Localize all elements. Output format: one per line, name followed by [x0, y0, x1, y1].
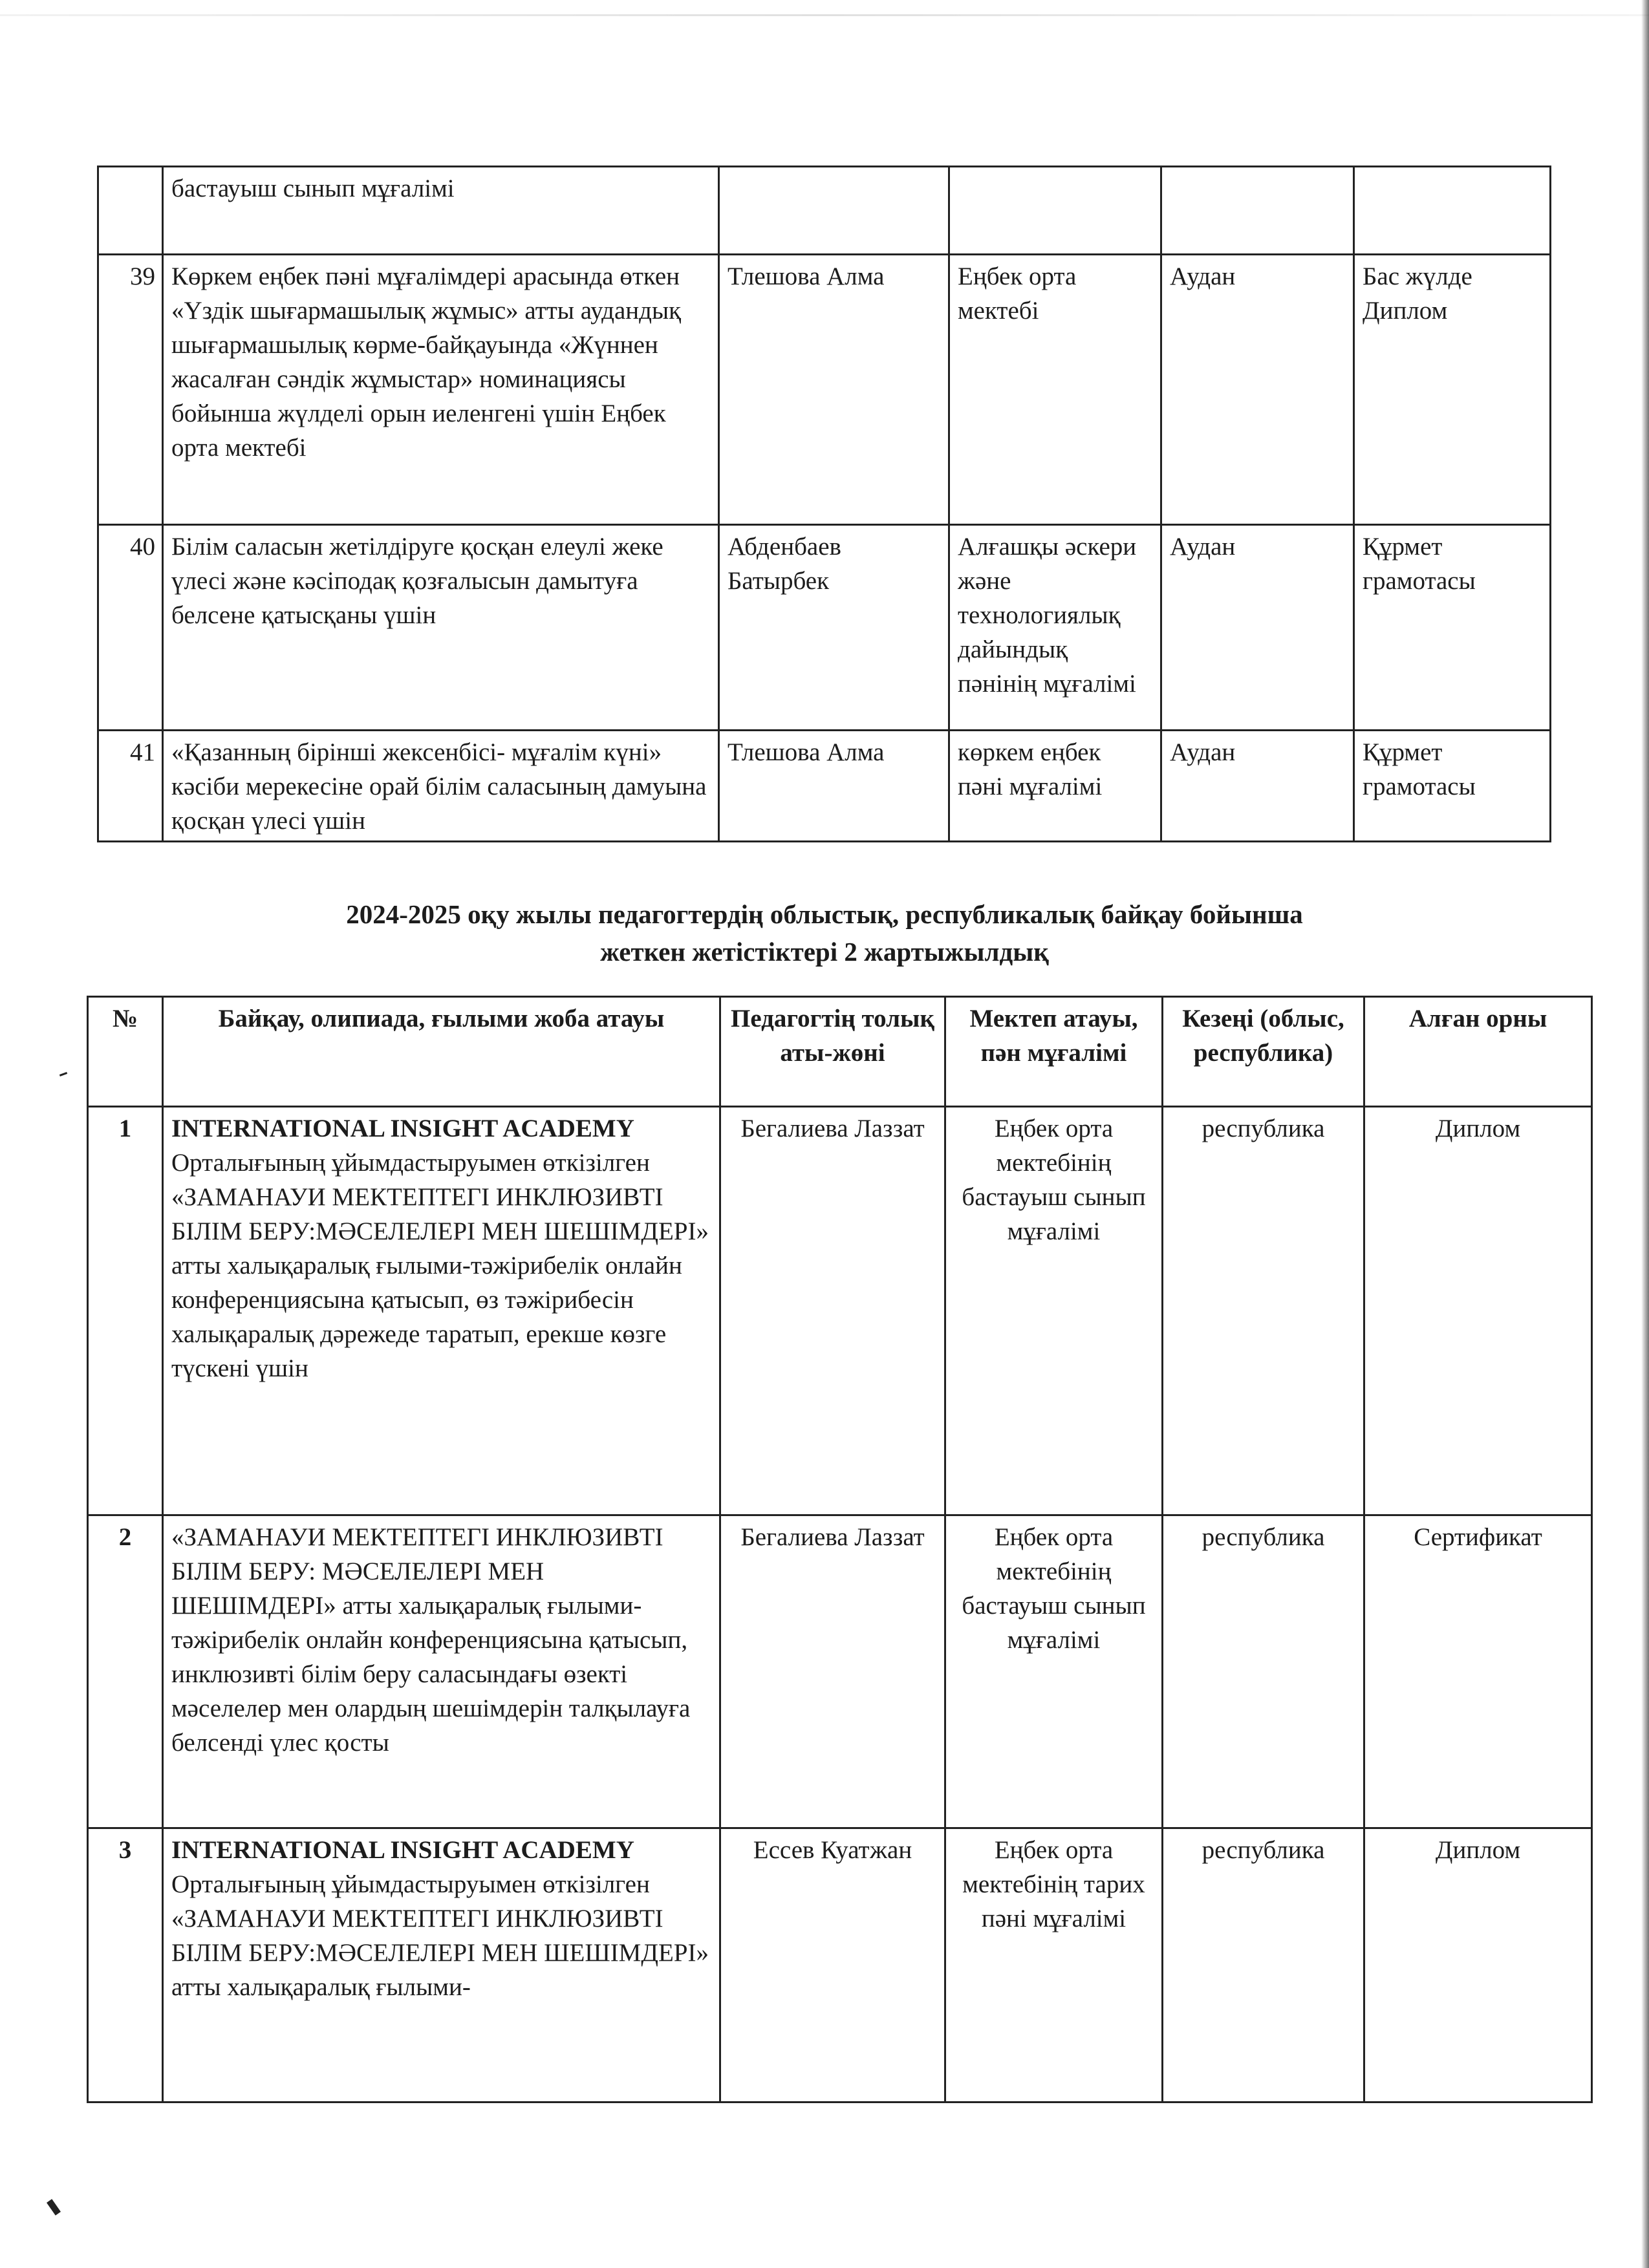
school-cell: Еңбек орта мектебінің бастауыш сынып мұғалімі [945, 1515, 1163, 1828]
teacher-cell: Абденбаев Батырбек [719, 525, 949, 731]
column-header-number: № [88, 997, 163, 1107]
level-cell: республика [1163, 1107, 1364, 1515]
school-cell: Еңбек орта мектебінің тарих пәні мұғалімі [945, 1828, 1163, 2102]
level-cell: Аудан [1161, 525, 1354, 731]
level-cell: Аудан [1161, 731, 1354, 842]
result-cell: Бас жүлде Диплом [1354, 255, 1551, 525]
level-cell [1161, 167, 1354, 255]
result-cell: Құрмет грамотасы [1354, 731, 1551, 842]
school-cell: Еңбек орта мектебі [949, 255, 1161, 525]
section-title-line-2: жеткен жетістіктері 2 жартыжылдық [600, 937, 1049, 967]
result-cell: Сертификат [1364, 1515, 1592, 1828]
row-number: 39 [98, 255, 163, 525]
row-number: 40 [98, 525, 163, 731]
organizer-name: INTERNATIONAL INSIGHT ACADEMY [171, 1115, 634, 1142]
event-cell [163, 1107, 720, 1515]
table-row [98, 255, 1551, 525]
event-description: Орталығының ұйымдастыруымен өткізілген «ЗАМАНАУИ МЕКТЕПТЕГІ ИНКЛЮЗИВТІ БІЛІМ БЕРУ:МӘСЕЛЕЛЕРІ МЕН ШЕШІМДЕРІ» атты халықаралық ғылыми- [171, 1870, 709, 2001]
teacher-cell: Бегалиева Лаззат [720, 1107, 945, 1515]
level-cell: республика [1163, 1828, 1364, 2102]
level-cell: республика [1163, 1515, 1364, 1828]
row-number: 2 [88, 1515, 163, 1828]
event-cell: Көркем еңбек пәні мұғалімдері арасында өткен «Үздік шығармашылық жұмыс» атты аудандық шығармашылық көрме-байқауында «Жүннен жасалған сәндік жұмыстар» номинациясы бойынша жүлделі орын иеленгені үшін Еңбек орта мектебі [163, 255, 719, 525]
teacher-cell: Тлешова Алма [719, 731, 949, 842]
column-header-result: Алған орны [1364, 997, 1592, 1107]
event-cell: «Қазанның бірінші жексенбісі- мұғалім күні» кәсіби мерекесіне орай білім саласының дамуына қосқан үлесі үшін [163, 731, 719, 842]
event-cell: Білім саласын жетілдіруге қосқан елеулі жеке үлесі және кәсіподақ қозғалысын дамытуға белсене қатысқаны үшін [163, 525, 719, 731]
event-cell [163, 1515, 720, 1828]
table-row [98, 167, 1551, 255]
row-number: 1 [88, 1107, 163, 1515]
teacher-cell: Бегалиева Лаззат [720, 1515, 945, 1828]
table-row [98, 525, 1551, 731]
teacher-cell: Тлешова Алма [719, 255, 949, 525]
table-row [88, 1828, 1592, 2102]
column-header-level: Кезеңі (облыс, республика) [1163, 997, 1364, 1107]
table-header-row [88, 997, 1592, 1107]
organizer-name: INTERNATIONAL INSIGHT ACADEMY [171, 1836, 634, 1864]
section-title-line-1: 2024-2025 оқу жылы педагогтердің облыстық, республикалық байқау бойынша [346, 899, 1303, 929]
teacher-cell: Ессев Куатжан [720, 1828, 945, 2102]
scan-top-edge [0, 14, 1649, 16]
section-title [0, 895, 1649, 970]
event-cell [163, 1828, 720, 2102]
result-cell [1354, 167, 1551, 255]
results-table [87, 996, 1593, 2103]
table-row [88, 1107, 1592, 1515]
row-number: 3 [88, 1828, 163, 2102]
event-description: «ЗАМАНАУИ МЕКТЕПТЕГІ ИНКЛЮЗИВТІ БІЛІМ БЕРУ: МӘСЕЛЕЛЕРІ МЕН ШЕШІМДЕРІ» атты халықаралық ғылыми-тәжірибелік онлайн конференциясына қатысып, инклюзивті білім беру саласындағы өзекті мәселелер мен олардың шешімдерін талқылауға белсенді үлес қосты [171, 1523, 691, 1757]
school-cell [949, 167, 1161, 255]
table-row [98, 731, 1551, 842]
scan-speck [59, 1072, 67, 1076]
school-cell: Алғашқы әскери және технологиялық дайындық пәнінің мұғалімі [949, 525, 1161, 731]
level-cell: Аудан [1161, 255, 1354, 525]
column-header-school: Мектеп атауы, пән мұғалімі [945, 997, 1163, 1107]
event-cell: бастауыш сынып мұғалімі [163, 167, 719, 255]
result-cell: Диплом [1364, 1828, 1592, 2102]
school-cell: көркем еңбек пәні мұғалімі [949, 731, 1161, 842]
scan-right-edge [1641, 0, 1649, 2268]
scan-speck [47, 2199, 61, 2215]
table-row [88, 1515, 1592, 1828]
school-cell: Еңбек орта мектебінің бастауыш сынып мұғалімі [945, 1107, 1163, 1515]
teacher-cell [719, 167, 949, 255]
column-header-event: Байқау, олипиада, ғылыми жоба атауы [163, 997, 720, 1107]
continued-awards-table [97, 166, 1551, 842]
row-number [98, 167, 163, 255]
row-number: 41 [98, 731, 163, 842]
event-description: Орталығының ұйымдастыруымен өткізілген «ЗАМАНАУИ МЕКТЕПТЕГІ ИНКЛЮЗИВТІ БІЛІМ БЕРУ:МӘСЕЛЕЛЕРІ МЕН ШЕШІМДЕРІ» атты халықаралық ғылыми-тәжірибелік онлайн конференциясына қатысып, өз тәжірибесін халықаралық дәрежеде таратып, ерекше көзге түскені үшін [171, 1149, 709, 1382]
column-header-teacher: Педагогтің толық аты-жөні [720, 997, 945, 1107]
result-cell: Құрмет грамотасы [1354, 525, 1551, 731]
result-cell: Диплом [1364, 1107, 1592, 1515]
